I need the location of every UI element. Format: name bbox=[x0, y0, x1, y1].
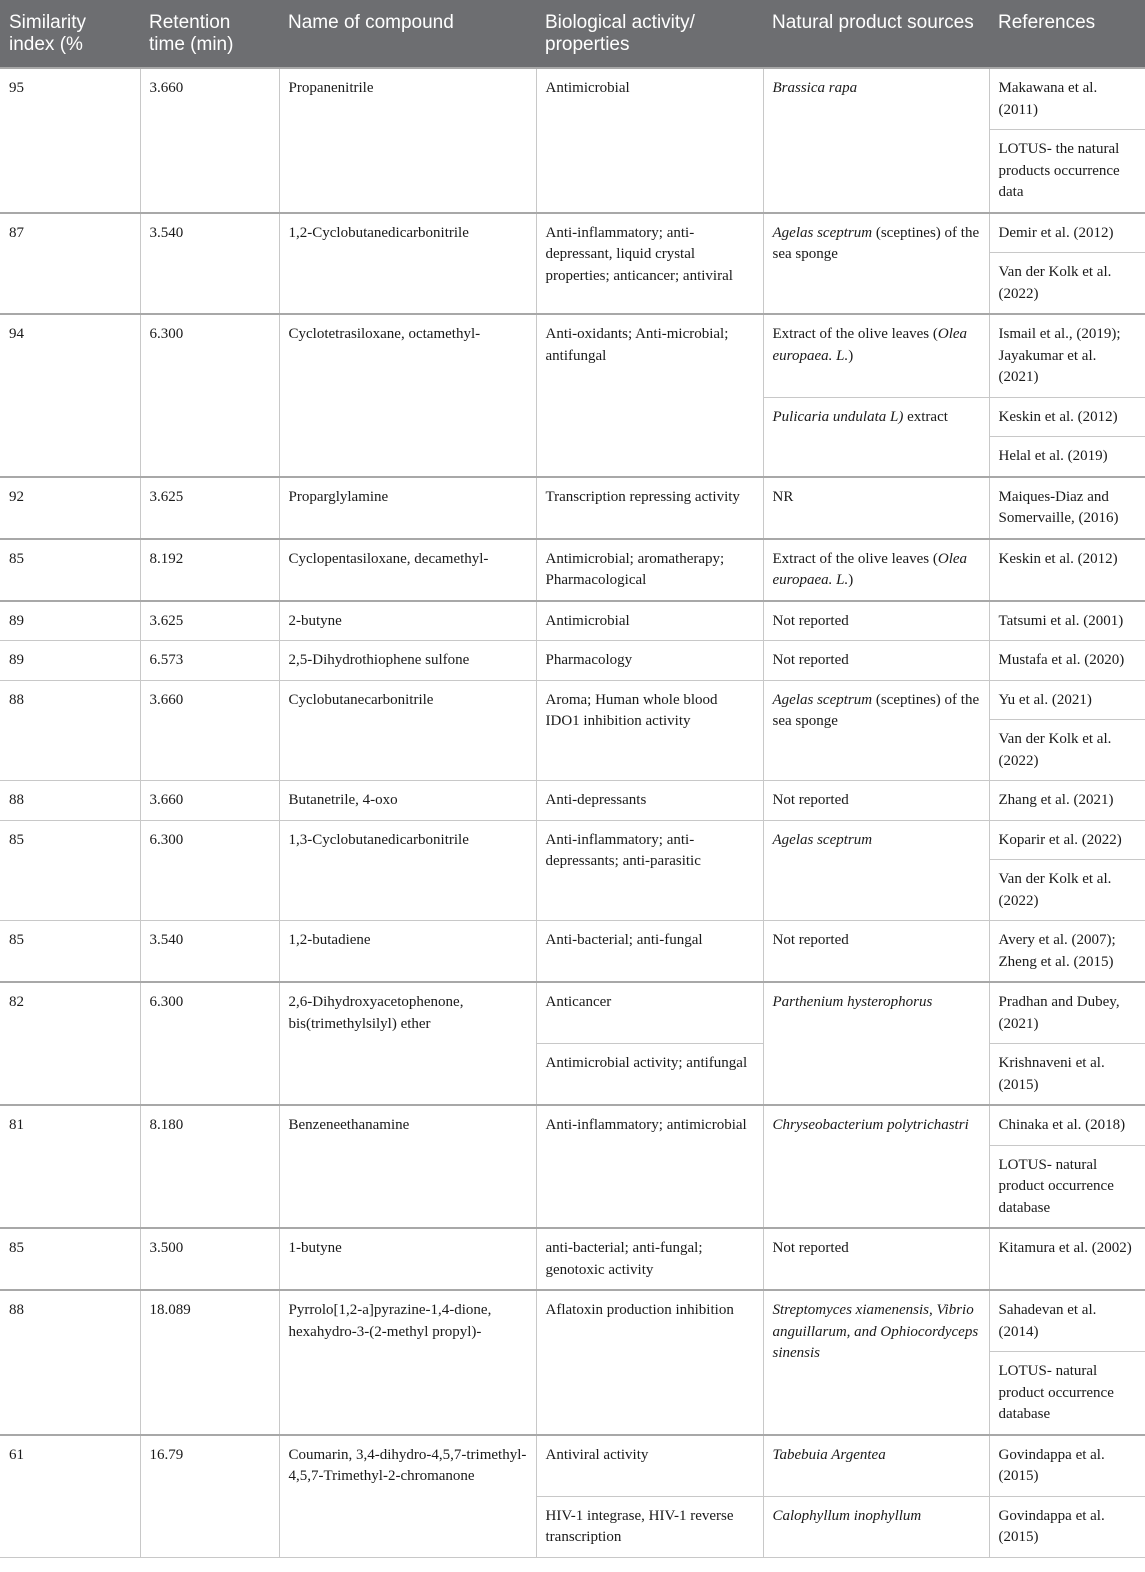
cell-activity: Anti-depressants bbox=[536, 781, 763, 821]
cell-compound: Pyrrolo[1,2-a]pyrazine-1,4-dione, hexahydro-3-(2-methyl propyl)- bbox=[279, 1290, 536, 1435]
cell-retention: 8.192 bbox=[140, 539, 279, 601]
cell-source: Chryseobacterium polytrichastri bbox=[763, 1105, 989, 1228]
cell-retention: 3.540 bbox=[140, 213, 279, 315]
cell-activity: Antimicrobial bbox=[536, 601, 763, 641]
cell-source: Not reported bbox=[763, 921, 989, 983]
cell-reference: Keskin et al. (2012) bbox=[989, 539, 1145, 601]
cell-reference: Van der Kolk et al. (2022) bbox=[989, 253, 1145, 315]
cell-source: Not reported bbox=[763, 781, 989, 821]
cell-retention: 3.540 bbox=[140, 921, 279, 983]
cell-source: Calophyllum inophyllum bbox=[763, 1496, 989, 1557]
table-row bbox=[0, 68, 1145, 130]
header-row bbox=[0, 0, 1145, 68]
table-row bbox=[0, 1105, 1145, 1145]
header-biological-activity: Biological activity/ properties bbox=[536, 0, 763, 68]
table-row bbox=[0, 213, 1145, 253]
cell-retention: 6.300 bbox=[140, 820, 279, 921]
table-row bbox=[0, 1290, 1145, 1352]
cell-activity: Anti-inflammatory; anti-depressants; anti-parasitic bbox=[536, 820, 763, 921]
cell-reference: Keskin et al. (2012) bbox=[989, 397, 1145, 437]
cell-compound: 2,5-Dihydrothiophene sulfone bbox=[279, 641, 536, 681]
cell-source bbox=[763, 539, 989, 601]
cell-compound: 1-butyne bbox=[279, 1228, 536, 1290]
cell-reference: Makawana et al. (2011) bbox=[989, 68, 1145, 130]
cell-similarity: 89 bbox=[0, 601, 140, 641]
cell-source bbox=[763, 680, 989, 781]
cell-compound: Cyclopentasiloxane, decamethyl- bbox=[279, 539, 536, 601]
cell-activity: Anti-inflammatory; anti-depressant, liquid crystal properties; anticancer; antiviral bbox=[536, 213, 763, 315]
cell-retention: 6.573 bbox=[140, 641, 279, 681]
table-row bbox=[0, 641, 1145, 681]
table-row bbox=[0, 820, 1145, 860]
source-note: (sceptines) of the sea sponge bbox=[772, 691, 980, 729]
table-row bbox=[0, 982, 1145, 1044]
table-row bbox=[0, 1228, 1145, 1290]
cell-reference: Van der Kolk et al. (2022) bbox=[989, 720, 1145, 781]
cell-activity: Aroma; Human whole blood IDO1 inhibition activity bbox=[536, 680, 763, 781]
cell-similarity: 94 bbox=[0, 314, 140, 477]
cell-reference: Govindappa et al. (2015) bbox=[989, 1435, 1145, 1497]
cell-compound: Coumarin, 3,4-dihydro-4,5,7-trimethyl-4,5,7-Trimethyl-2-chromanone bbox=[279, 1435, 536, 1558]
cell-similarity: 88 bbox=[0, 1290, 140, 1435]
table-row bbox=[0, 539, 1145, 601]
cell-activity: Anti-oxidants; Anti-microbial; antifungal bbox=[536, 314, 763, 477]
cell-retention: 3.625 bbox=[140, 601, 279, 641]
source-suffix: ) bbox=[848, 347, 854, 364]
table-row bbox=[0, 781, 1145, 821]
cell-compound: Cyclotetrasiloxane, octamethyl- bbox=[279, 314, 536, 477]
cell-similarity: 85 bbox=[0, 539, 140, 601]
cell-reference: Sahadevan et al. (2014) bbox=[989, 1290, 1145, 1352]
cell-compound: Butanetrile, 4-oxo bbox=[279, 781, 536, 821]
cell-source: Not reported bbox=[763, 601, 989, 641]
cell-retention: 3.500 bbox=[140, 1228, 279, 1290]
cell-activity: Antimicrobial activity; antifungal bbox=[536, 1044, 763, 1106]
source-species: Agelas sceptrum bbox=[772, 224, 873, 241]
cell-source: NR bbox=[763, 477, 989, 539]
source-species: Agelas sceptrum bbox=[772, 691, 873, 708]
cell-compound: 1,2-Cyclobutanedicarbonitrile bbox=[279, 213, 536, 315]
cell-source: Not reported bbox=[763, 641, 989, 681]
cell-similarity: 82 bbox=[0, 982, 140, 1105]
cell-reference: Ismail et al., (2019); Jayakumar et al. (2021) bbox=[989, 314, 1145, 397]
cell-reference: LOTUS- natural product occurrence database bbox=[989, 1352, 1145, 1435]
cell-compound: 2,6-Dihydroxyacetophenone, bis(trimethylsilyl) ether bbox=[279, 982, 536, 1105]
cell-retention: 3.660 bbox=[140, 781, 279, 821]
cell-source bbox=[763, 213, 989, 315]
cell-similarity: 95 bbox=[0, 68, 140, 213]
source-note: (sceptines) of the sea sponge bbox=[772, 224, 980, 262]
cell-reference: Govindappa et al. (2015) bbox=[989, 1496, 1145, 1557]
cell-activity: anti-bacterial; anti-fungal; genotoxic activity bbox=[536, 1228, 763, 1290]
cell-source: Not reported bbox=[763, 1228, 989, 1290]
cell-reference: Kitamura et al. (2002) bbox=[989, 1228, 1145, 1290]
cell-similarity: 87 bbox=[0, 213, 140, 315]
cell-source: Brassica rapa bbox=[763, 68, 989, 213]
header-references: References bbox=[989, 0, 1145, 68]
header-natural-sources: Natural product sources bbox=[763, 0, 989, 68]
cell-reference: Van der Kolk et al. (2022) bbox=[989, 860, 1145, 921]
table-row bbox=[0, 1435, 1145, 1497]
cell-source: Streptomyces xiamenensis, Vibrio anguillarum, and Ophiocordyceps sinensis bbox=[763, 1290, 989, 1435]
source-prefix: Extract of the olive leaves ( bbox=[772, 326, 938, 342]
cell-reference: LOTUS- the natural products occurrence data bbox=[989, 130, 1145, 213]
cell-similarity: 61 bbox=[0, 1435, 140, 1558]
table-row bbox=[0, 314, 1145, 397]
cell-similarity: 89 bbox=[0, 641, 140, 681]
source-suffix: extract bbox=[903, 408, 948, 425]
cell-reference: Demir et al. (2012) bbox=[989, 213, 1145, 253]
cell-similarity: 85 bbox=[0, 820, 140, 921]
cell-activity: Anti-inflammatory; antimicrobial bbox=[536, 1105, 763, 1228]
cell-similarity: 85 bbox=[0, 921, 140, 983]
cell-compound: Proparglylamine bbox=[279, 477, 536, 539]
source-species: Pulicaria undulata L) bbox=[772, 408, 904, 425]
cell-activity: Antimicrobial bbox=[536, 68, 763, 213]
cell-similarity: 88 bbox=[0, 680, 140, 781]
cell-compound: Cyclobutanecarbonitrile bbox=[279, 680, 536, 781]
cell-similarity: 81 bbox=[0, 1105, 140, 1228]
cell-retention: 18.089 bbox=[140, 1290, 279, 1435]
cell-activity: Antimicrobial; aromatherapy; Pharmacological bbox=[536, 539, 763, 601]
table-row bbox=[0, 477, 1145, 539]
header-compound-name: Name of compound bbox=[279, 0, 536, 68]
cell-reference: LOTUS- natural product occurrence database bbox=[989, 1145, 1145, 1228]
cell-reference: Tatsumi et al. (2001) bbox=[989, 601, 1145, 641]
table-row bbox=[0, 921, 1145, 983]
cell-source: Agelas sceptrum bbox=[763, 820, 989, 921]
cell-compound: 2-butyne bbox=[279, 601, 536, 641]
cell-reference: Helal et al. (2019) bbox=[989, 437, 1145, 477]
table-row bbox=[0, 680, 1145, 720]
source-species: Olea europaea. L. bbox=[772, 550, 968, 588]
table-row bbox=[0, 601, 1145, 641]
cell-retention: 16.79 bbox=[140, 1435, 279, 1558]
source-prefix: Extract of the olive leaves ( bbox=[772, 550, 938, 567]
cell-reference: Avery et al. (2007); Zheng et al. (2015) bbox=[989, 921, 1145, 983]
cell-compound: Benzeneethanamine bbox=[279, 1105, 536, 1228]
cell-activity: Antiviral activity bbox=[536, 1435, 763, 1497]
cell-retention: 3.660 bbox=[140, 68, 279, 213]
cell-source bbox=[763, 314, 989, 397]
cell-similarity: 88 bbox=[0, 781, 140, 821]
cell-reference: Zhang et al. (2021) bbox=[989, 781, 1145, 821]
cell-activity: Anticancer bbox=[536, 982, 763, 1044]
cell-retention: 6.300 bbox=[140, 982, 279, 1105]
cell-reference: Krishnaveni et al. (2015) bbox=[989, 1044, 1145, 1106]
cell-reference: Pradhan and Dubey, (2021) bbox=[989, 982, 1145, 1044]
cell-retention: 3.660 bbox=[140, 680, 279, 781]
cell-similarity: 85 bbox=[0, 1228, 140, 1290]
cell-reference: Mustafa et al. (2020) bbox=[989, 641, 1145, 681]
cell-activity: Transcription repressing activity bbox=[536, 477, 763, 539]
cell-compound: Propanenitrile bbox=[279, 68, 536, 213]
cell-retention: 8.180 bbox=[140, 1105, 279, 1228]
source-species: Olea europaea. L. bbox=[772, 326, 968, 364]
cell-compound: 1,3-Cyclobutanedicarbonitrile bbox=[279, 820, 536, 921]
cell-activity: Pharmacology bbox=[536, 641, 763, 681]
source-suffix: ) bbox=[848, 572, 854, 588]
cell-activity: Anti-bacterial; anti-fungal bbox=[536, 921, 763, 983]
cell-reference: Yu et al. (2021) bbox=[989, 680, 1145, 720]
cell-source: Tabebuia Argentea bbox=[763, 1435, 989, 1497]
cell-reference: Maiques-Diaz and Somervaille, (2016) bbox=[989, 477, 1145, 539]
cell-reference: Koparir et al. (2022) bbox=[989, 820, 1145, 860]
cell-similarity: 92 bbox=[0, 477, 140, 539]
header-retention-time: Retention time (min) bbox=[140, 0, 279, 68]
cell-retention: 6.300 bbox=[140, 314, 279, 477]
cell-compound: 1,2-butadiene bbox=[279, 921, 536, 983]
cell-source bbox=[763, 397, 989, 477]
cell-retention: 3.625 bbox=[140, 477, 279, 539]
cell-activity: Aflatoxin production inhibition bbox=[536, 1290, 763, 1435]
header-similarity-index: Similarity index (% bbox=[0, 0, 140, 68]
cell-source: Parthenium hysterophorus bbox=[763, 982, 989, 1105]
cell-reference: Chinaka et al. (2018) bbox=[989, 1105, 1145, 1145]
cell-activity: HIV-1 integrase, HIV-1 reverse transcription bbox=[536, 1496, 763, 1557]
